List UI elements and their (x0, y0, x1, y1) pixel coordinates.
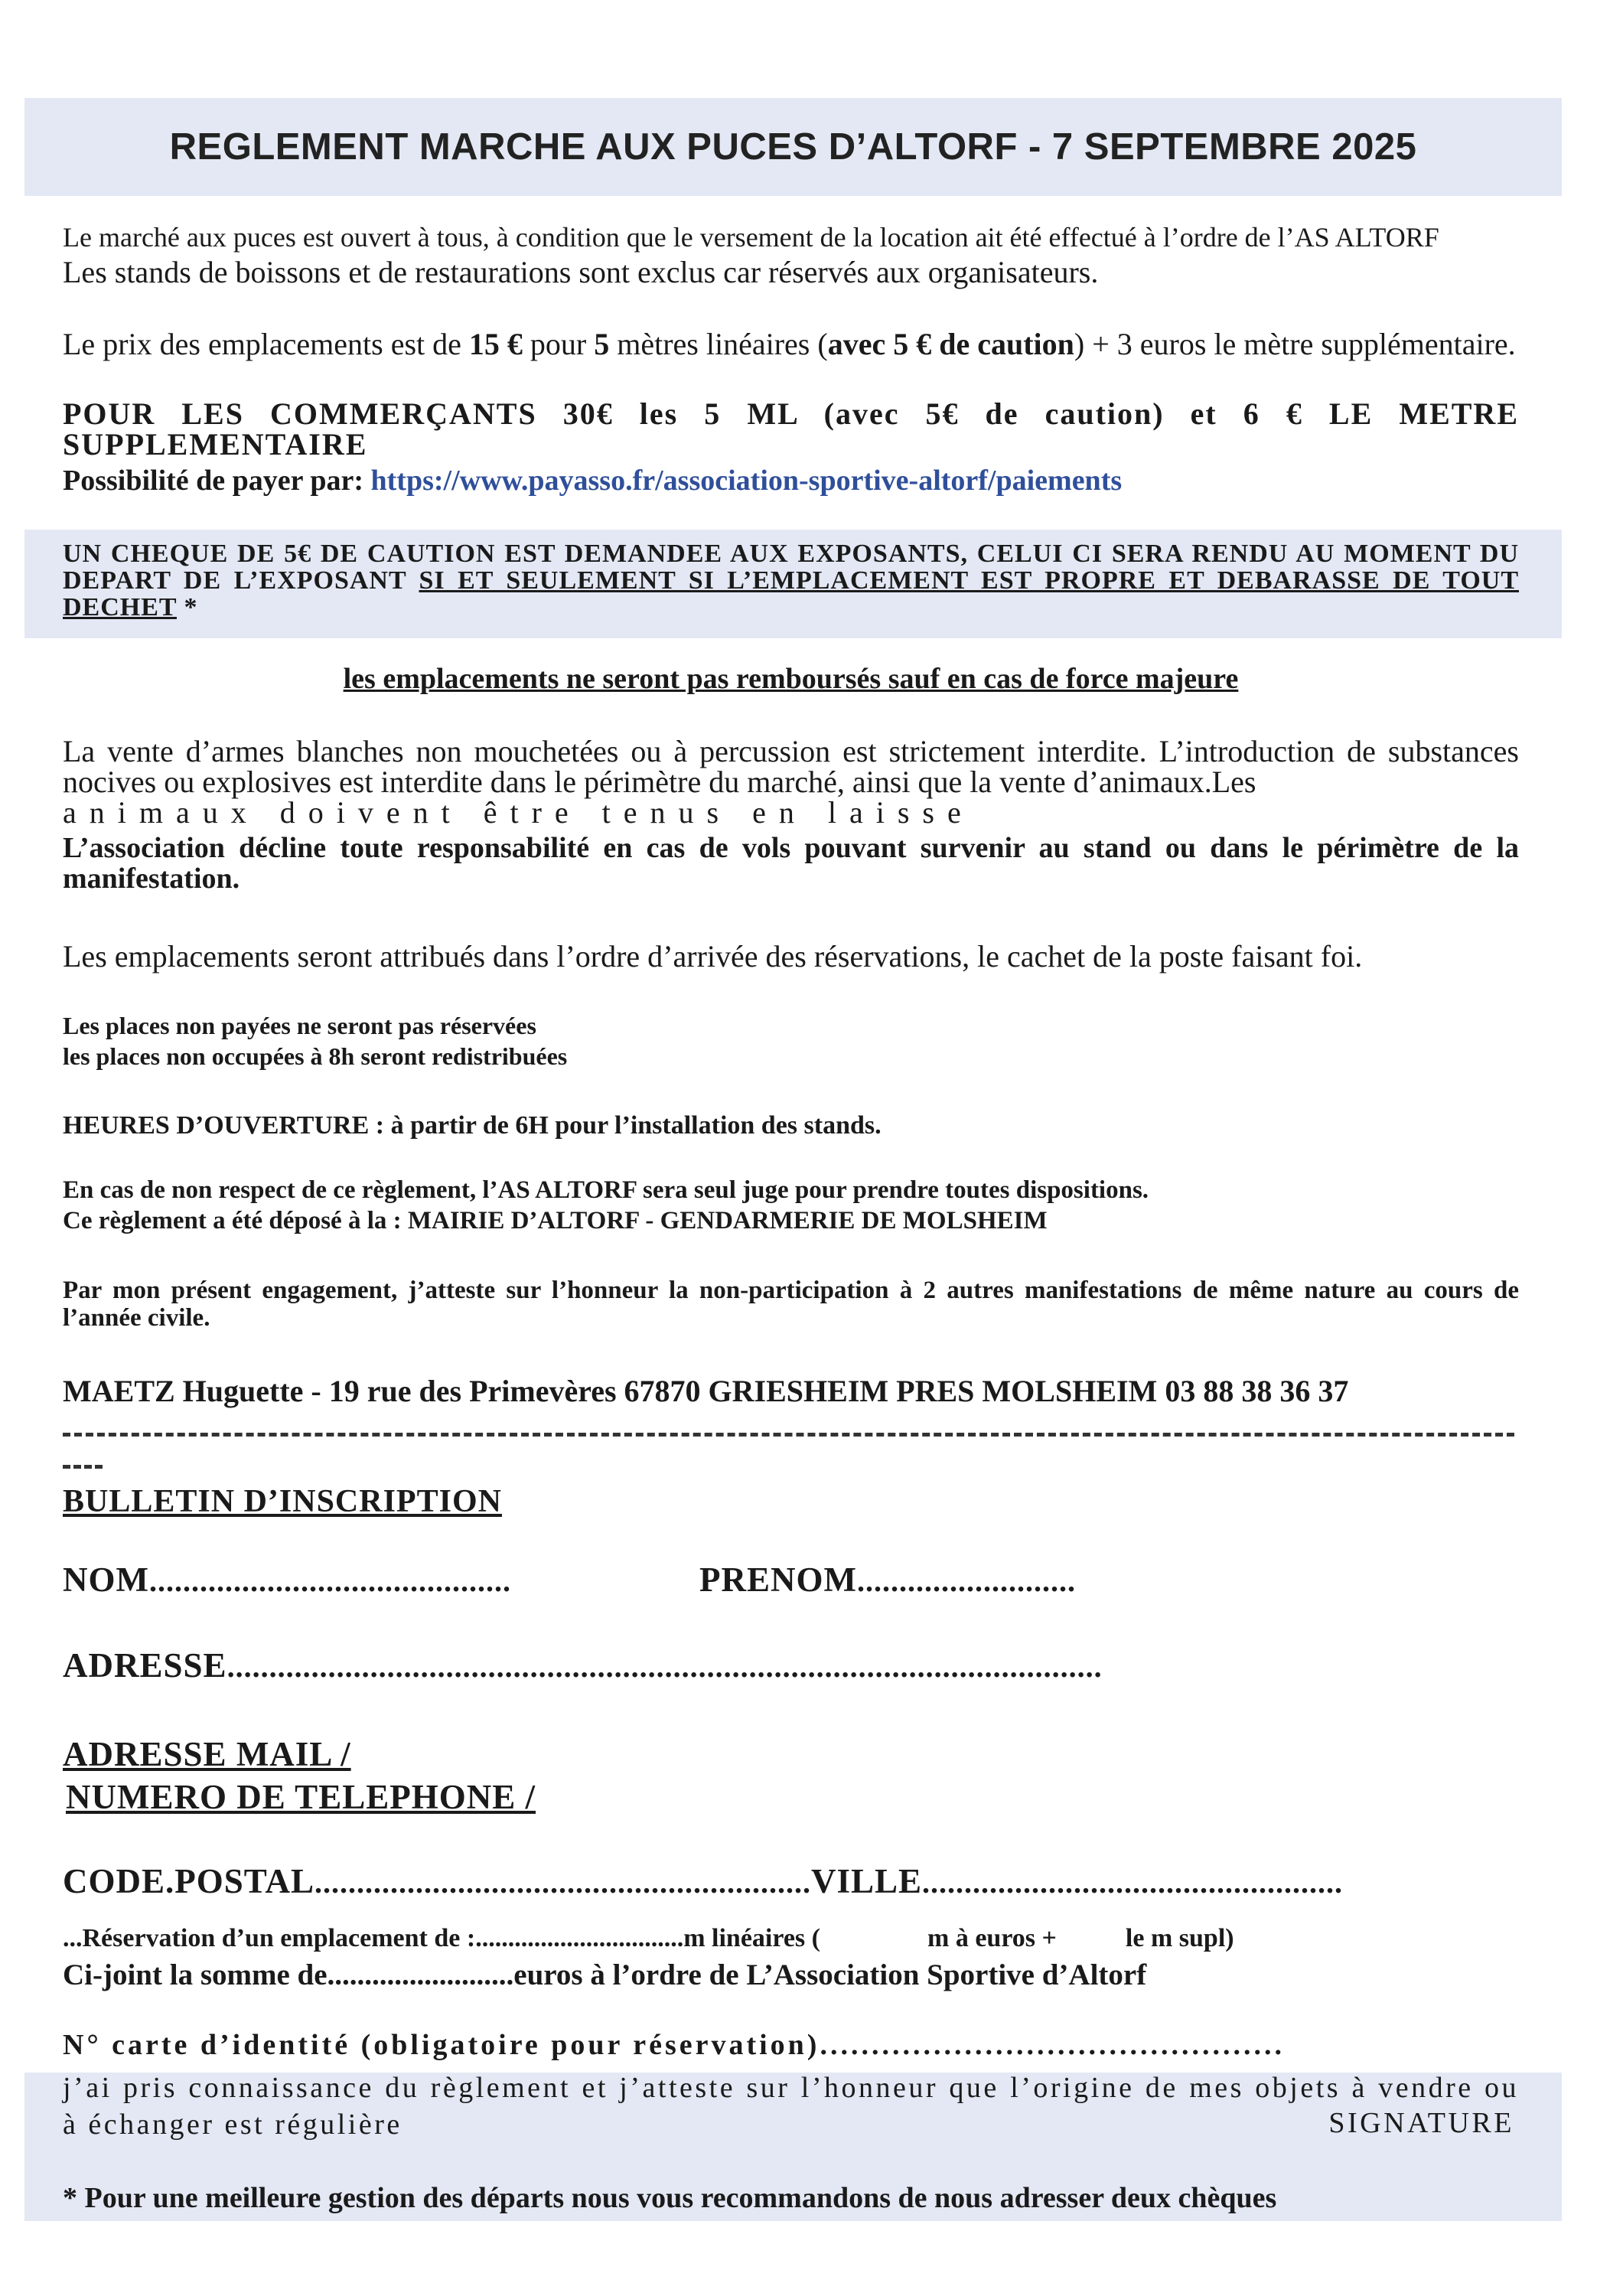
nom-label: NOM (63, 1561, 149, 1599)
intro-line-2: Les stands de boissons et de restaurations sont exclus car réservés aux organisateurs. (63, 255, 1099, 289)
unoccupied-places: les places non occupées à 8h seront redistribuées (63, 1042, 568, 1070)
deposit-notice: UN CHEQUE DE 5€ DE CAUTION EST DEMANDEE AUX EXPOSANTS, CELUI CI SERA RENDU AU MOMENT DU DEPART DE L’EXPOSANT SI ET SEULEMENT SI L’EMPLACEMENT EST PROPRE ET DEBARASSE DE TOUT DECHET * (63, 540, 1519, 621)
firstname-row (699, 1560, 1076, 1600)
allocation-rule: Les emplacements seront attribués dans l’ordre d’arrivée des réservations, le cachet de la poste faisant foi. (63, 939, 1363, 974)
postal-code-field[interactable]: ........................................................... (314, 1865, 811, 1900)
attestation-text: j’ai pris connaissance du règlement et j’atteste sur l’honneur que l’origine de mes objets à vendre ou à échanger est régulière (63, 2072, 1519, 2141)
animals-rule: animaux doivent être tenus en laisse (63, 795, 974, 830)
payment-label: Possibilité de payer par: (63, 465, 371, 497)
cut-line-tail (63, 1465, 103, 1469)
name-row (63, 1560, 511, 1600)
page-title: REGLEMENT MARCHE AUX PUCES D’ALTORF - 7 SEPTEMBRE 2025 (24, 98, 1562, 196)
prenom-field[interactable]: .......................... (856, 1564, 1076, 1598)
phone-label[interactable]: NUMERO DE TELEPHONE / (66, 1778, 536, 1816)
payment-link[interactable]: https://www.payasso.fr/association-sportive-altorf/paiements (370, 465, 1123, 497)
sum-row: Ci-joint la somme de.........................euros à l’ordre de L’Association Sportive d’Altorf (63, 1958, 1147, 1991)
intro-line-1: Le marché aux puces est ouvert à tous, à condition que le versement de la location ait été effectué à l’ordre de l’AS ALTORF (63, 222, 1439, 253)
enforcement-line-1: En cas de non respect de ce règlement, l’AS ALTORF sera seul juge pour prendre toutes dispositions. (63, 1176, 1149, 1204)
email-label[interactable]: ADRESSE MAIL / (63, 1735, 351, 1773)
reservation-meters-field[interactable]: ................................ (475, 1924, 684, 1952)
city-field[interactable]: .................................................. (922, 1865, 1344, 1900)
unpaid-places: Les places non payées ne seront pas réservées (63, 1012, 536, 1039)
weapons-rule: La vente d’armes blanches non mouchetées ou à percussion est strictement interdite. L’introduction de substances nocives ou explosives est interdite dans le périmètre du marché, ainsi que la vente d’animaux.Les (63, 734, 1519, 799)
nom-field[interactable]: ........................................... (148, 1564, 511, 1598)
merchants-pricing-line-1: POUR LES COMMERÇANTS 30€ les 5 ML (avec 5€ de caution) et 6 € LE METRE (63, 396, 1519, 431)
signature-label[interactable]: SIGNATURE (1328, 2107, 1514, 2139)
merchants-pricing-line-2: SUPPLEMENTAIRE (63, 427, 368, 461)
postal-code-label: CODE.POSTAL (63, 1862, 314, 1900)
id-card-row (63, 2028, 1285, 2062)
adresse-label: ADRESSE (63, 1646, 227, 1684)
reservation-row: ...Réservation d’un emplacement de :................................m linéaires ( m à euros + le m supl) (63, 1924, 1234, 1952)
postal-row (63, 1861, 1343, 1901)
address-row (63, 1645, 1103, 1685)
city-label: VILLE (810, 1862, 923, 1900)
sum-field[interactable]: ......................... (327, 1958, 514, 1991)
adresse-field[interactable]: ........................................................................................................ (227, 1649, 1103, 1684)
opening-hours: HEURES D’OUVERTURE : à partir de 6H pour l’installation des stands. (63, 1111, 882, 1140)
id-card-field[interactable]: ............................................. (820, 2029, 1285, 2061)
no-refund-notice: les emplacements ne seront pas remboursés sauf en cas de force majeure (343, 663, 1239, 695)
prenom-label: PRENOM (699, 1561, 857, 1599)
contact-line: MAETZ Huguette - 19 rue des Primevères 67870 GRIESHEIM PRES MOLSHEIM 03 88 38 36 37 (63, 1374, 1349, 1408)
enforcement-line-2: Ce règlement a été déposé à la : MAIRIE D’ALTORF - GENDARMERIE DE MOLSHEIM (63, 1207, 1048, 1234)
id-card-label: N° carte d’identité (obligatoire pour réservation) (63, 2029, 820, 2061)
pricing-paragraph: Le prix des emplacements est de 15 € pour 5 mètres linéaires (avec 5 € de caution) + 3 euros le mètre supplémentaire. (63, 327, 1516, 361)
footnote: * Pour une meilleure gestion des départs nous vous recommandons de nous adresser deux chèques (63, 2182, 1277, 2214)
cut-line (63, 1433, 1514, 1437)
liability-rule: L’association décline toute responsabilité en cas de vols pouvant survenir au stand ou dans le périmètre de la manifestation. (63, 832, 1519, 895)
commitment-statement: Par mon présent engagement, j’atteste sur l’honneur la non-participation à 2 autres manifestations de même nature au cours de l’année civile. (63, 1277, 1519, 1332)
registration-heading: BULLETIN D’INSCRIPTION (63, 1484, 502, 1519)
payment-line (63, 464, 1519, 497)
